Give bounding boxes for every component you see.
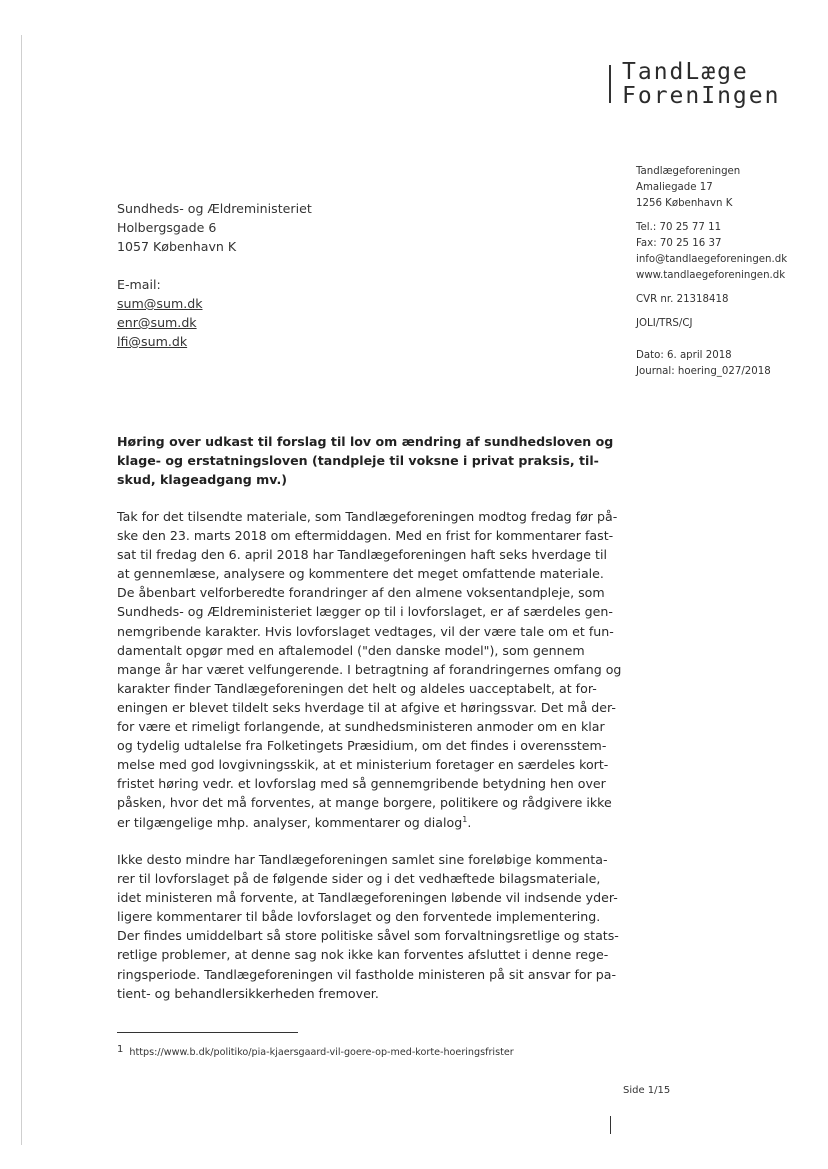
text-line: Sundheds- og Ældreministeriet lægger op til i lovforslaget, er af særdeles gen- (117, 604, 613, 620)
email-link-1[interactable]: sum@sum.dk (117, 296, 203, 311)
letter-date: Dato: 6. april 2018 (636, 350, 732, 361)
subject-line: Høring over udkast til forslag til lov om ændring af sundhedsloven og (117, 434, 614, 449)
text-line: fristet høring vedr. et lovforslag med så gennemgribende betydning hen over (117, 776, 606, 792)
email-block (117, 275, 203, 351)
text-line: retlige problemer, at denne sag nok ikke kan forventes afsluttet i denne rege- (117, 947, 609, 963)
sender-tel: Tel.: 70 25 77 11 (636, 222, 722, 233)
text-line-with-footnote: er tilgængelige mhp. analyser, kommentarer og dialog$^1$. (117, 814, 472, 830)
sender-web: www.tandlaegeforeningen.dk (636, 270, 786, 281)
logo (622, 60, 780, 108)
text-line: Tak for det tilsendte materiale, som Tandlægeforeningen modtog fredag før på- (117, 509, 618, 524)
text-line: sat til fredag den 6. april 2018 har Tandlægeforeningen haft seks hverdage til (117, 547, 607, 563)
text-line: idet ministeren må forvente, at Tandlægeforeningen løbende vil indsende yder- (117, 890, 618, 906)
text-line: eningen er blevet tildelt seks hverdage til at afgive et høringssvar. Det må der- (117, 699, 616, 715)
text-line: at gennemlæse, analysere og kommentere det meget omfattende materiale. (117, 566, 604, 582)
recipient-address (117, 199, 312, 256)
text-line: ske den 23. marts 2018 om eftermiddagen. Med en frist for kommentarer fast- (117, 528, 614, 544)
text-line: er tilgængelige mhp. analyser, kommentarer og dialog (117, 814, 463, 830)
logo-line-2: ForenIngen (622, 83, 781, 109)
left-margin-line (21, 35, 22, 1145)
sender-city: 1256 København K (636, 198, 733, 209)
letter-subject (117, 432, 614, 489)
email-label: E-mail: (117, 277, 161, 292)
text-line: tient- og behandlersikkerheden fremover. (117, 985, 379, 1001)
footnote-divider (117, 1032, 298, 1033)
recipient-street: Holbergsgade 6 (117, 220, 217, 235)
text-line: og tydelig udtalelse fra Folketingets Præsidium, om det findes i overensstem- (117, 738, 607, 754)
logo-line-1: TandLæge (622, 59, 749, 85)
text-line: mange år har været velfungerende. I betragtning af forandringernes omfang og (117, 661, 622, 677)
bottom-bar (610, 1116, 611, 1134)
recipient-city: 1057 København K (117, 239, 237, 254)
email-link-3[interactable]: lfi@sum.dk (117, 334, 188, 349)
email-link-2[interactable]: enr@sum.dk (117, 315, 197, 330)
subject-line: skud, klageadgang mv.) (117, 472, 288, 487)
text-line: De åbenbart velforberedte forandringer af den almene voksentandpleje, som (117, 585, 605, 601)
footnote (117, 1044, 514, 1058)
body-paragraph-1 (117, 507, 622, 832)
sender-ref: JOLI/TRS/CJ (636, 318, 693, 329)
text-line: for være et rimeligt forlangende, at sundhedsministeren anmoder om en klar (117, 719, 605, 735)
footnote-marker: 1 (462, 814, 468, 824)
footnote-number: 1 (117, 1044, 124, 1055)
sender-address (636, 164, 787, 380)
subject-line: klage- og erstatningsloven (tandpleje til voksne i privat praksis, til- (117, 453, 599, 468)
sender-street: Amaliegade 17 (636, 182, 713, 193)
text-line: ringsperiode. Tandlægeforeningen vil fastholde ministeren på sit ansvar for pa- (117, 966, 617, 982)
journal-number: Journal: hoering_027/2018 (636, 366, 771, 377)
text-line: rer til lovforslaget på de følgende sider og i det vedhæftede bilagsmateriale, (117, 871, 601, 887)
text-line: Der findes umiddelbart så store politiske såvel som forvaltningsretlige og stats- (117, 928, 619, 944)
text-line: påsken, hvor det må forventes, at mange borgere, politikere og rådgivere ikke (117, 795, 612, 811)
page-number: Side 1/15 (623, 1085, 671, 1096)
text-line: nemgribende karakter. Hvis lovforslaget vedtages, vil der være tale om et fun- (117, 623, 614, 639)
sender-email: info@tandlaegeforeningen.dk (636, 254, 788, 265)
logo-bar (609, 65, 611, 103)
recipient-name: Sundheds- og Ældreministeriet (117, 201, 312, 216)
footnote-url: https://www.b.dk/politiko/pia-kjaersgaard-vil-goere-op-med-korte-hoeringsfrister (129, 1047, 514, 1058)
text-line: ligere kommentarer til både lovforslaget og den forventede implementering. (117, 909, 601, 925)
text-line: karakter finder Tandlægeforeningen det helt og aldeles uacceptabelt, at for- (117, 680, 597, 696)
body-paragraph-2 (117, 850, 619, 1003)
sender-name: Tandlægeforeningen (636, 166, 741, 177)
text-line: damentalt opgør med en aftalemodel ("den danske model"), som gennem (117, 642, 585, 658)
sender-cvr: CVR nr. 21318418 (636, 294, 729, 305)
sender-fax: Fax: 70 25 16 37 (636, 238, 722, 249)
text-line: Ikke desto mindre har Tandlægeforeningen samlet sine foreløbige kommenta- (117, 852, 608, 867)
text-line: melse med god lovgivningsskik, at et ministerium foretager en særdeles kort- (117, 757, 609, 773)
